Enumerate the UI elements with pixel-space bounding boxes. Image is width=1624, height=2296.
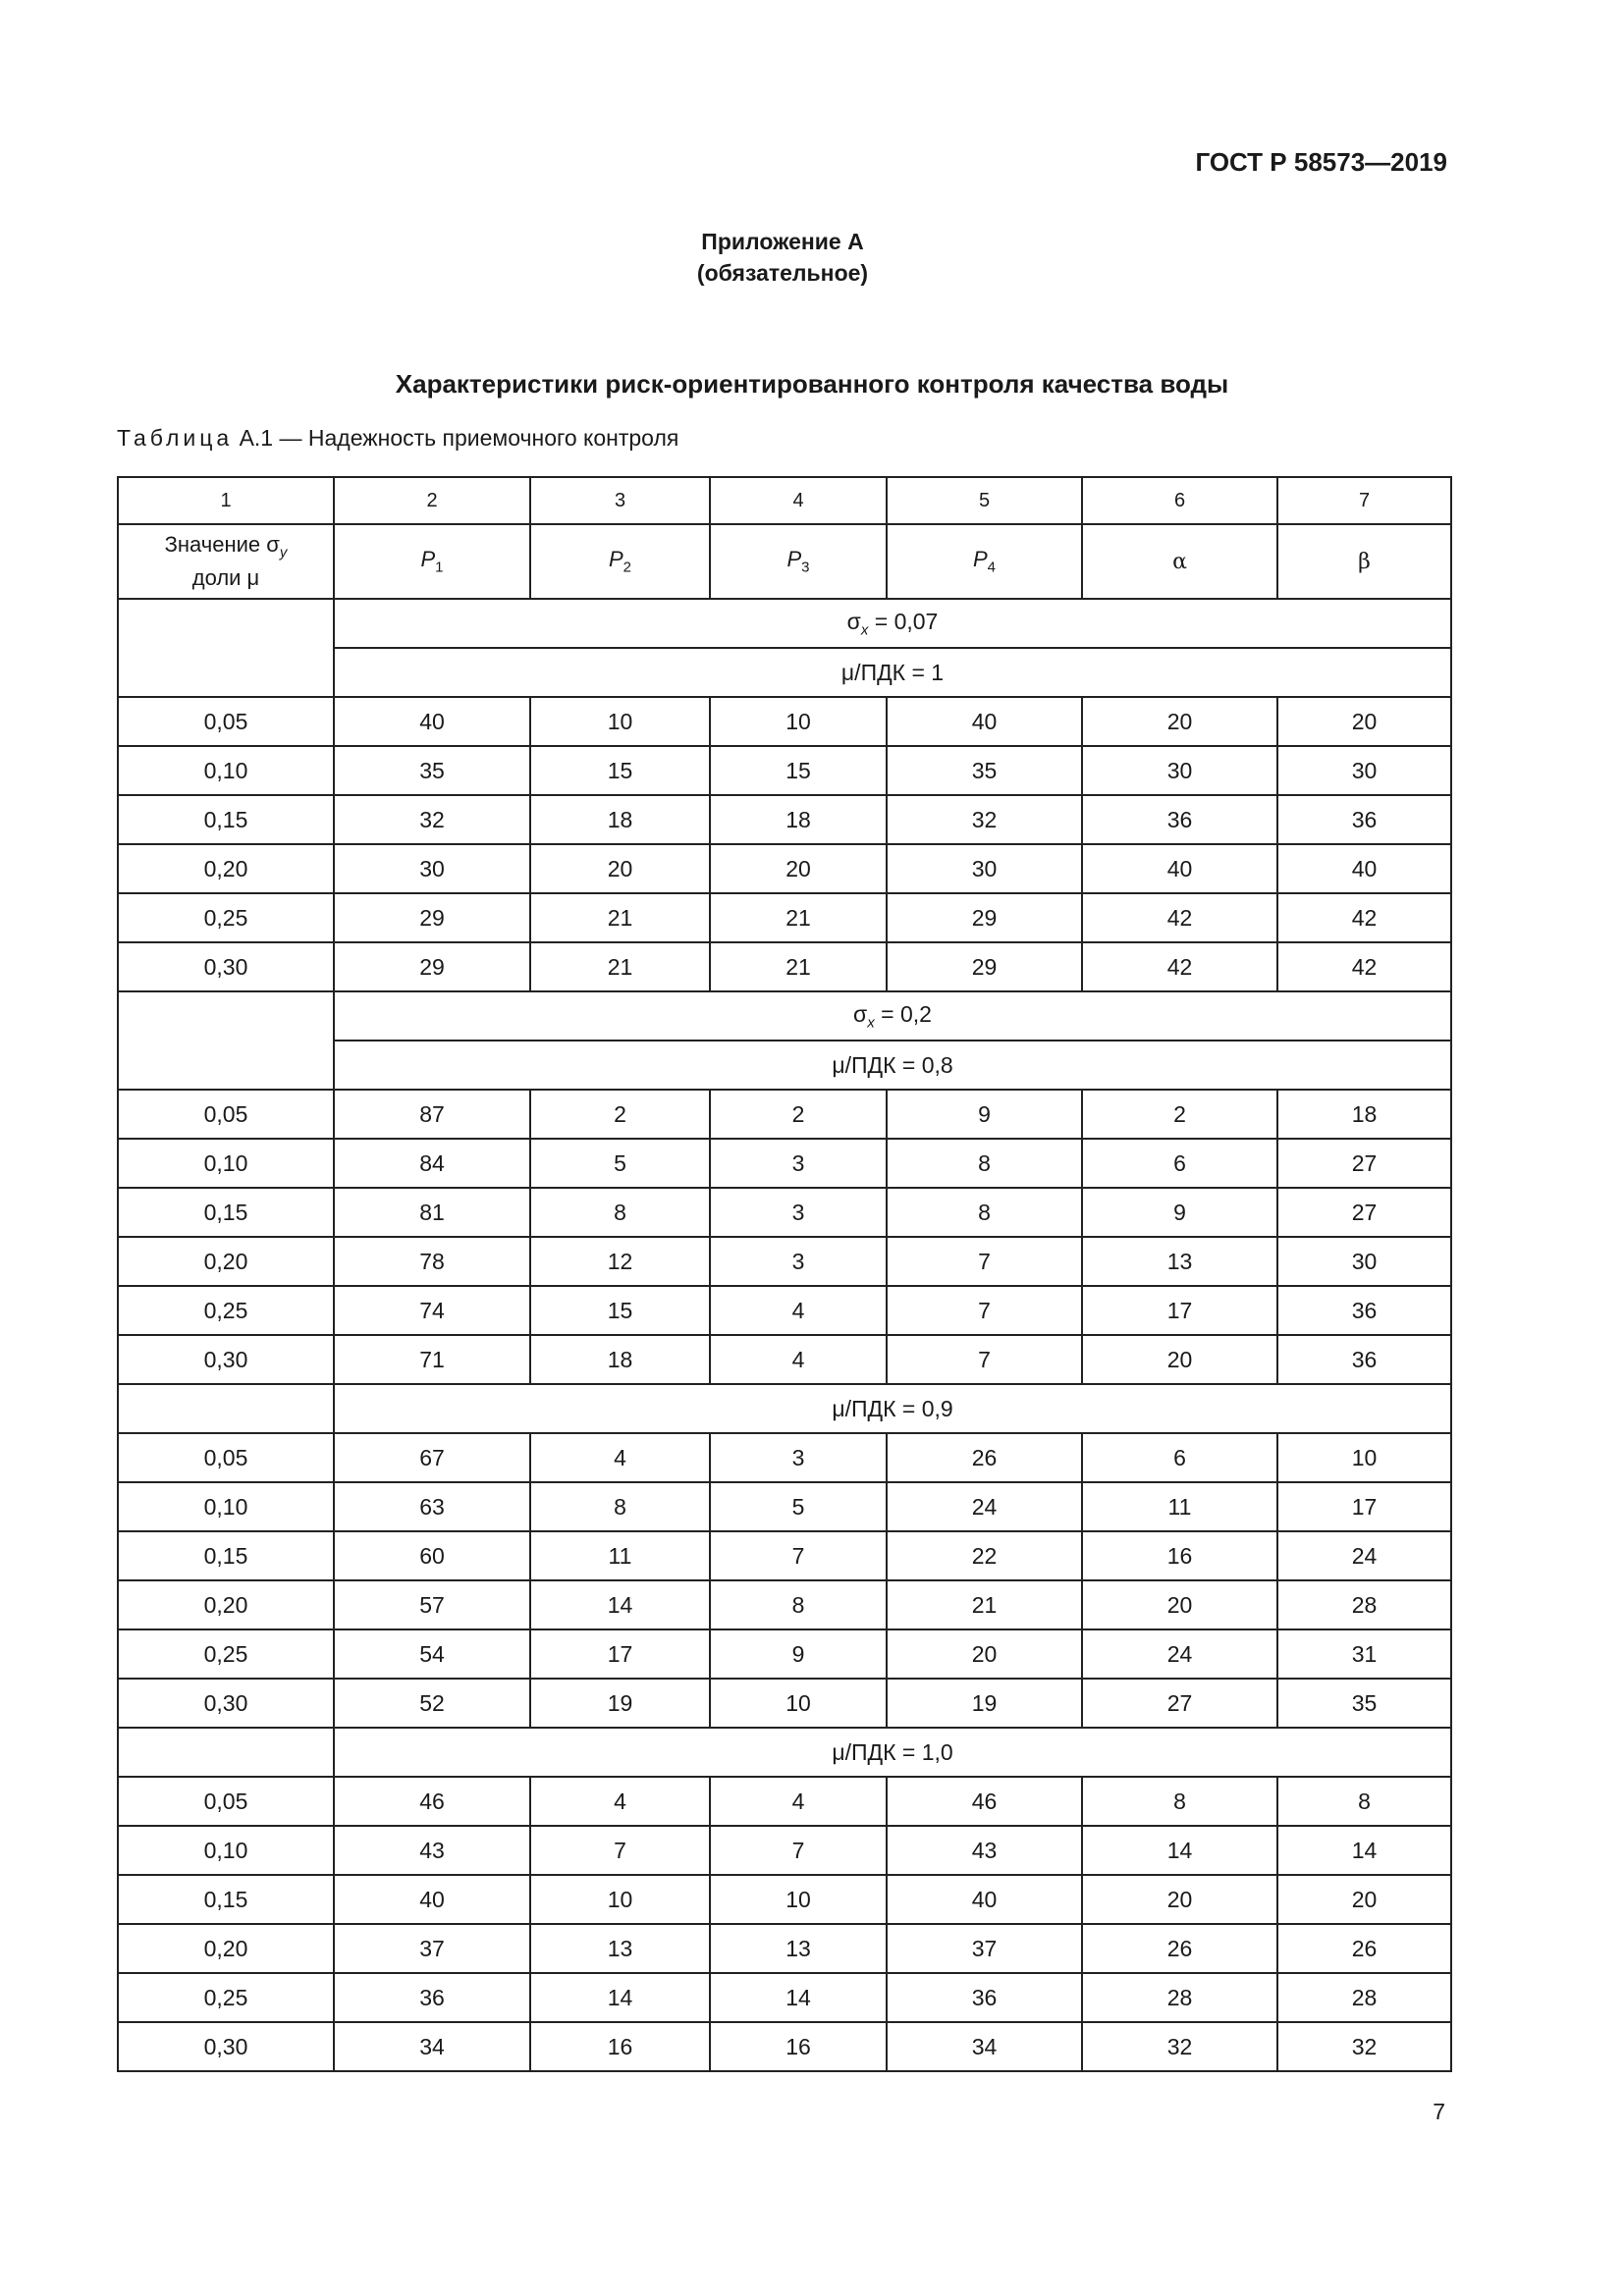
appendix-heading xyxy=(0,226,1565,289)
table-cell: 67 xyxy=(334,1433,530,1482)
empty-cell xyxy=(118,599,334,697)
table-cell: 37 xyxy=(887,1924,1082,1973)
table-cell: 8 xyxy=(530,1482,710,1531)
header-p4 xyxy=(887,524,1082,599)
table-cell: 57 xyxy=(334,1580,530,1629)
appendix-title: Приложение А xyxy=(701,229,864,254)
table-cell: 40 xyxy=(1082,844,1277,893)
table-cell: 20 xyxy=(710,844,887,893)
table-cell: 0,15 xyxy=(118,1188,334,1237)
table-cell: 34 xyxy=(334,2022,530,2071)
table-cell: 31 xyxy=(1277,1629,1451,1679)
table-cell: 30 xyxy=(334,844,530,893)
document-code: ГОСТ Р 58573—2019 xyxy=(1195,147,1447,177)
table-cell: 32 xyxy=(1277,2022,1451,2071)
page-number: 7 xyxy=(1433,2099,1445,2124)
column-number: 6 xyxy=(1082,477,1277,524)
table-cell: 2 xyxy=(530,1090,710,1139)
table-row xyxy=(118,1826,1451,1875)
table-cell: 17 xyxy=(1277,1482,1451,1531)
table-cell: 12 xyxy=(530,1237,710,1286)
table-cell: 8 xyxy=(887,1188,1082,1237)
table-cell: 30 xyxy=(1082,746,1277,795)
table-cell: 35 xyxy=(887,746,1082,795)
empty-cell xyxy=(118,991,334,1090)
column-header-row xyxy=(118,524,1451,599)
table-cell: 14 xyxy=(530,1973,710,2022)
table-cell: 18 xyxy=(1277,1090,1451,1139)
table-row xyxy=(118,1629,1451,1679)
table-cell: 40 xyxy=(887,697,1082,746)
table-cell: 0,10 xyxy=(118,746,334,795)
table-cell: 0,30 xyxy=(118,1679,334,1728)
table-cell: 9 xyxy=(887,1090,1082,1139)
table-cell: 40 xyxy=(1277,844,1451,893)
table-cell: 30 xyxy=(1277,1237,1451,1286)
table-cell: 36 xyxy=(1277,795,1451,844)
column-number: 1 xyxy=(118,477,334,524)
header-p-symbol: P xyxy=(786,547,802,572)
appendix-status: (обязательное) xyxy=(696,260,869,286)
table-row xyxy=(118,1875,1451,1924)
table-cell: 7 xyxy=(530,1826,710,1875)
table-cell: 10 xyxy=(1277,1433,1451,1482)
table-body xyxy=(118,477,1451,2071)
table-row xyxy=(118,1090,1451,1139)
table-cell: 32 xyxy=(1082,2022,1277,2071)
table-cell: 7 xyxy=(710,1531,887,1580)
table-cell: 14 xyxy=(710,1973,887,2022)
table-cell: 42 xyxy=(1082,942,1277,991)
table-caption xyxy=(117,425,678,452)
table-cell: 0,05 xyxy=(118,1433,334,1482)
table-cell: 0,10 xyxy=(118,1482,334,1531)
table-cell: 4 xyxy=(530,1777,710,1826)
column-number-row xyxy=(118,477,1451,524)
table-cell: 40 xyxy=(334,697,530,746)
table-cell: 4 xyxy=(530,1433,710,1482)
table-cell: 29 xyxy=(887,942,1082,991)
table-cell: 15 xyxy=(530,746,710,795)
table-cell: 10 xyxy=(710,1679,887,1728)
table-cell: 13 xyxy=(1082,1237,1277,1286)
table-cell: 17 xyxy=(1082,1286,1277,1335)
table-row xyxy=(118,1777,1451,1826)
concentration-ratio-label: μ/ПДК = 0,8 xyxy=(334,1041,1451,1090)
table-cell: 8 xyxy=(530,1188,710,1237)
table-cell: 21 xyxy=(887,1580,1082,1629)
table-row xyxy=(118,697,1451,746)
table-cell: 19 xyxy=(887,1679,1082,1728)
table-cell: 5 xyxy=(530,1139,710,1188)
table-cell: 0,30 xyxy=(118,1335,334,1384)
table-cell: 36 xyxy=(1277,1286,1451,1335)
table-cell: 3 xyxy=(710,1237,887,1286)
table-cell: 0,30 xyxy=(118,2022,334,2071)
table-cell: 21 xyxy=(530,942,710,991)
table-cell: 42 xyxy=(1082,893,1277,942)
table-row xyxy=(118,1433,1451,1482)
table-cell: 14 xyxy=(1277,1826,1451,1875)
table-cell: 46 xyxy=(887,1777,1082,1826)
table-cell: 0,15 xyxy=(118,1531,334,1580)
concentration-ratio-label: μ/ПДК = 1,0 xyxy=(334,1728,1451,1777)
table-row xyxy=(118,2022,1451,2071)
table-cell: 10 xyxy=(710,1875,887,1924)
table-cell: 37 xyxy=(334,1924,530,1973)
table-cell: 0,30 xyxy=(118,942,334,991)
table-cell: 26 xyxy=(887,1433,1082,1482)
table-cell: 13 xyxy=(530,1924,710,1973)
table-cell: 28 xyxy=(1082,1973,1277,2022)
table-cell: 0,20 xyxy=(118,1237,334,1286)
table-cell: 10 xyxy=(710,697,887,746)
table-cell: 0,25 xyxy=(118,1973,334,2022)
table-cell: 3 xyxy=(710,1433,887,1482)
table-cell: 18 xyxy=(530,1335,710,1384)
table-cell: 29 xyxy=(334,942,530,991)
table-cell: 36 xyxy=(1082,795,1277,844)
table-cell: 20 xyxy=(1082,1335,1277,1384)
table-cell: 43 xyxy=(334,1826,530,1875)
table-cell: 20 xyxy=(1277,1875,1451,1924)
table-cell: 10 xyxy=(530,1875,710,1924)
table-cell: 34 xyxy=(887,2022,1082,2071)
table-cell: 14 xyxy=(1082,1826,1277,1875)
table-cell: 0,15 xyxy=(118,1875,334,1924)
table-cell: 43 xyxy=(887,1826,1082,1875)
table-cell: 0,10 xyxy=(118,1826,334,1875)
header-p-sub: 1 xyxy=(435,559,444,576)
header-p2 xyxy=(530,524,710,599)
table-row xyxy=(118,1973,1451,2022)
table-cell: 6 xyxy=(1082,1139,1277,1188)
table-cell: 11 xyxy=(530,1531,710,1580)
header-p-symbol: P xyxy=(608,547,623,572)
table-cell: 87 xyxy=(334,1090,530,1139)
table-cell: 81 xyxy=(334,1188,530,1237)
table-cell: 7 xyxy=(887,1335,1082,1384)
reliability-table xyxy=(117,476,1452,2072)
table-cell: 7 xyxy=(887,1286,1082,1335)
column-number: 3 xyxy=(530,477,710,524)
table-cell: 4 xyxy=(710,1335,887,1384)
table-row xyxy=(118,1237,1451,1286)
header-p1 xyxy=(334,524,530,599)
table-cell: 24 xyxy=(1277,1531,1451,1580)
table-cell: 8 xyxy=(1277,1777,1451,1826)
table-cell: 20 xyxy=(1082,1580,1277,1629)
table-cell: 20 xyxy=(887,1629,1082,1679)
table-cell: 52 xyxy=(334,1679,530,1728)
group-header-row xyxy=(118,1728,1451,1777)
column-number: 5 xyxy=(887,477,1082,524)
table-cell: 3 xyxy=(710,1139,887,1188)
table-cell: 8 xyxy=(710,1580,887,1629)
header-p-symbol: P xyxy=(972,547,988,572)
table-cell: 30 xyxy=(887,844,1082,893)
table-cell: 78 xyxy=(334,1237,530,1286)
table-row xyxy=(118,844,1451,893)
document-title: Характеристики риск-ориентированного контроля качества воды xyxy=(395,369,1229,399)
table-cell: 24 xyxy=(1082,1629,1277,1679)
table-cell: 54 xyxy=(334,1629,530,1679)
table-cell: 0,05 xyxy=(118,1090,334,1139)
table-cell: 26 xyxy=(1082,1924,1277,1973)
header-p3 xyxy=(710,524,887,599)
table-cell: 13 xyxy=(710,1924,887,1973)
table-cell: 7 xyxy=(710,1826,887,1875)
table-cell: 22 xyxy=(887,1531,1082,1580)
table-cell: 14 xyxy=(530,1580,710,1629)
header-sigma-sub: y xyxy=(279,544,288,561)
table-cell: 26 xyxy=(1277,1924,1451,1973)
table-cell: 28 xyxy=(1277,1973,1451,2022)
empty-cell xyxy=(118,1728,334,1777)
header-p-sub: 4 xyxy=(987,559,997,576)
table-row xyxy=(118,1188,1451,1237)
table-cell: 30 xyxy=(1277,746,1451,795)
column-number: 4 xyxy=(710,477,887,524)
table-cell: 4 xyxy=(710,1777,887,1826)
table-caption-prefix: Таблица xyxy=(117,425,234,451)
table-cell: 18 xyxy=(710,795,887,844)
table-cell: 8 xyxy=(1082,1777,1277,1826)
table-cell: 0,25 xyxy=(118,1286,334,1335)
table-cell: 74 xyxy=(334,1286,530,1335)
table-cell: 16 xyxy=(530,2022,710,2071)
header-sigma-y xyxy=(118,524,334,599)
table-row xyxy=(118,795,1451,844)
sigma-value: = 0,07 xyxy=(868,608,939,634)
table-row xyxy=(118,1482,1451,1531)
table-cell: 2 xyxy=(1082,1090,1277,1139)
table-cell: 20 xyxy=(1082,1875,1277,1924)
table-cell: 8 xyxy=(887,1139,1082,1188)
table-cell: 0,05 xyxy=(118,697,334,746)
table-cell: 4 xyxy=(710,1286,887,1335)
table-cell: 35 xyxy=(334,746,530,795)
table-cell: 16 xyxy=(710,2022,887,2071)
table-cell: 0,15 xyxy=(118,795,334,844)
header-share-label: доли μ xyxy=(191,565,260,591)
table-cell: 71 xyxy=(334,1335,530,1384)
table-row xyxy=(118,893,1451,942)
table-cell: 42 xyxy=(1277,942,1451,991)
table-cell: 27 xyxy=(1277,1139,1451,1188)
sigma-symbol: σ xyxy=(846,608,861,634)
table-cell: 11 xyxy=(1082,1482,1277,1531)
table-cell: 5 xyxy=(710,1482,887,1531)
table-cell: 18 xyxy=(530,795,710,844)
table-cell: 0,10 xyxy=(118,1139,334,1188)
table-cell: 7 xyxy=(887,1237,1082,1286)
sigma-sub: x xyxy=(860,621,869,639)
table-cell: 19 xyxy=(530,1679,710,1728)
empty-cell xyxy=(118,1384,334,1433)
table-cell: 21 xyxy=(710,893,887,942)
table-cell: 27 xyxy=(1277,1188,1451,1237)
table-row xyxy=(118,1139,1451,1188)
column-number: 2 xyxy=(334,477,530,524)
table-cell: 0,20 xyxy=(118,1580,334,1629)
sigma-symbol: σ xyxy=(853,1000,868,1027)
table-cell: 20 xyxy=(1277,697,1451,746)
table-cell: 29 xyxy=(887,893,1082,942)
table-cell: 24 xyxy=(887,1482,1082,1531)
table-cell: 0,05 xyxy=(118,1777,334,1826)
table-cell: 20 xyxy=(1082,697,1277,746)
table-cell: 20 xyxy=(530,844,710,893)
sigma-x-row xyxy=(118,991,1451,1041)
table-row xyxy=(118,1531,1451,1580)
table-cell: 46 xyxy=(334,1777,530,1826)
table-cell: 21 xyxy=(530,893,710,942)
table-cell: 32 xyxy=(334,795,530,844)
table-cell: 36 xyxy=(1277,1335,1451,1384)
table-cell: 63 xyxy=(334,1482,530,1531)
header-p-sub: 3 xyxy=(801,559,810,576)
table-cell: 9 xyxy=(1082,1188,1277,1237)
table-cell: 42 xyxy=(1277,893,1451,942)
table-row xyxy=(118,746,1451,795)
table-cell: 9 xyxy=(710,1629,887,1679)
table-row xyxy=(118,1580,1451,1629)
table-cell: 29 xyxy=(334,893,530,942)
sigma-value: = 0,2 xyxy=(874,1000,932,1027)
header-sigma-label: Значение σ xyxy=(164,531,280,557)
table-cell: 0,25 xyxy=(118,893,334,942)
table-cell: 15 xyxy=(530,1286,710,1335)
table-cell: 0,25 xyxy=(118,1629,334,1679)
table-cell: 28 xyxy=(1277,1580,1451,1629)
group-header-row xyxy=(118,1384,1451,1433)
table-cell: 15 xyxy=(710,746,887,795)
table-cell: 36 xyxy=(334,1973,530,2022)
table-cell: 36 xyxy=(887,1973,1082,2022)
table-cell: 6 xyxy=(1082,1433,1277,1482)
table-cell: 35 xyxy=(1277,1679,1451,1728)
table-cell: 17 xyxy=(530,1629,710,1679)
sigma-x-label xyxy=(334,599,1451,648)
header-p-sub: 2 xyxy=(623,559,632,576)
column-number: 7 xyxy=(1277,477,1451,524)
header-p-symbol: P xyxy=(420,547,436,572)
concentration-ratio-label: μ/ПДК = 1 xyxy=(334,648,1451,697)
concentration-ratio-label: μ/ПДК = 0,9 xyxy=(334,1384,1451,1433)
table-cell: 3 xyxy=(710,1188,887,1237)
sigma-sub: x xyxy=(867,1014,875,1032)
table-cell: 27 xyxy=(1082,1679,1277,1728)
table-row xyxy=(118,1924,1451,1973)
sigma-x-row xyxy=(118,599,1451,648)
header-alpha: α xyxy=(1082,524,1277,599)
header-beta: β xyxy=(1277,524,1451,599)
table-cell: 32 xyxy=(887,795,1082,844)
table-cell: 40 xyxy=(334,1875,530,1924)
table-cell: 0,20 xyxy=(118,844,334,893)
sigma-x-label xyxy=(334,991,1451,1041)
table-cell: 0,20 xyxy=(118,1924,334,1973)
table-cell: 40 xyxy=(887,1875,1082,1924)
table-cell: 60 xyxy=(334,1531,530,1580)
table-cell: 10 xyxy=(530,697,710,746)
table-cell: 16 xyxy=(1082,1531,1277,1580)
table-row xyxy=(118,942,1451,991)
table-cell: 2 xyxy=(710,1090,887,1139)
table-cell: 21 xyxy=(710,942,887,991)
table-caption-text: А.1 — Надежность приемочного контроля xyxy=(233,425,679,451)
table-row xyxy=(118,1335,1451,1384)
table-row xyxy=(118,1679,1451,1728)
table-cell: 84 xyxy=(334,1139,530,1188)
table-row xyxy=(118,1286,1451,1335)
